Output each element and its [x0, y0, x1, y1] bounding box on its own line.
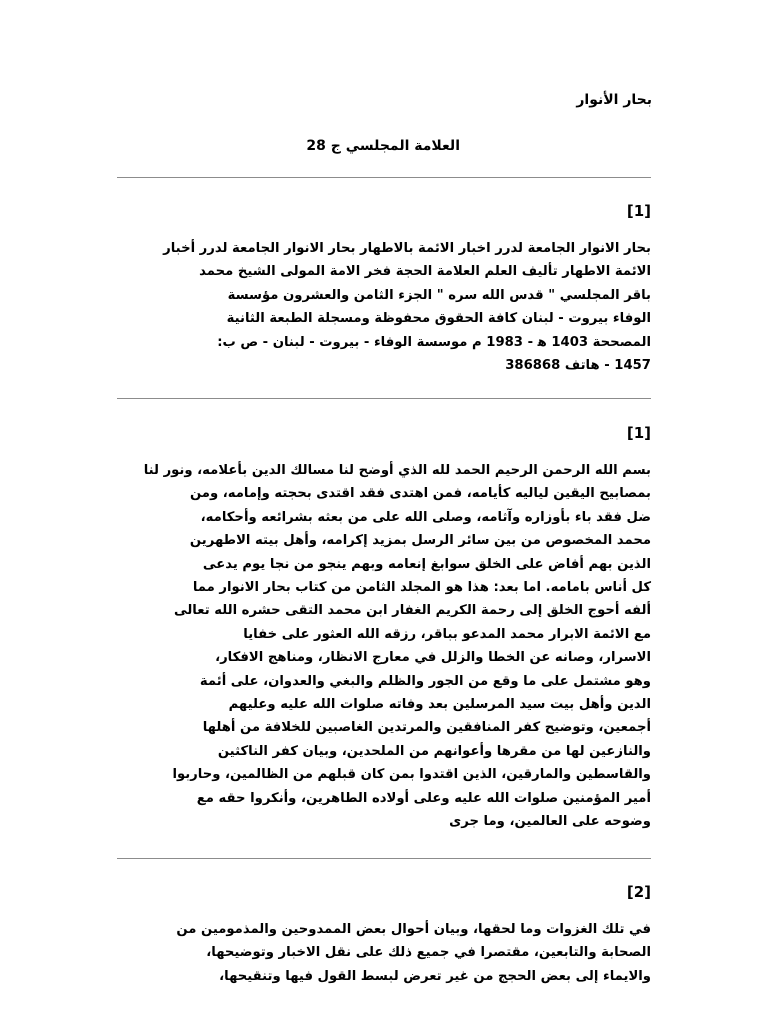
continuation-paragraph	[111, 918, 651, 988]
text-line: بمصابيح اليقين لياليه كأيامه، فمن اهتدى فقد اقتدى بحجته وإمامه، ومن	[189, 486, 651, 502]
text-line: الائمة الاطهار تأليف العلم العلامة الحجة فخر الامة المولى الشيخ محمد	[199, 264, 651, 280]
text-line: أمير المؤمنين صلوات الله عليه وعلى أولاده الطاهرين، وأنكروا حقه مع	[196, 790, 651, 806]
section-divider	[117, 398, 651, 399]
text-line: الدين وأهل بيت سيد المرسلين بعد وفاته صلوات الله عليه وعليهم	[228, 697, 651, 713]
text-line: بسم الله الرحمن الرحيم الحمد لله الذي أوضح لنا مسالك الدين بأعلامه، ونور لنا	[143, 463, 651, 478]
introduction-paragraph	[111, 459, 651, 834]
text-line: وهو مشتمل على ما وقع من الجور والظلم والبغي والعدوان، على أئمة	[199, 673, 651, 689]
section-divider	[117, 177, 651, 178]
page-number: [1]	[626, 424, 651, 442]
text-line: المصححة 1403 ه‍ - 1983 م موسسة الوفاء - بيروت - لبنان - ص ب:	[217, 334, 651, 350]
page-number: [1]	[626, 202, 651, 220]
text-line: ألفه أحوج الخلق إلى رحمة الكريم الغفار ابن محمد التقى حشره الله تعالى	[174, 603, 651, 619]
author-volume-title: العلامة المجلسي ج 28	[306, 138, 460, 154]
text-line: والنازعين لها من مقرها وأعوانهم من الملحدين، وبيان كفر الناكثين	[217, 743, 651, 759]
text-line: بحار الانوار الجامعة لدرر اخبار الائمة بالاطهار بحار الانوار الجامعة لدرر أخبار	[163, 241, 651, 256]
publication-info-paragraph	[111, 237, 651, 377]
section-divider	[117, 858, 651, 859]
text-line: والقاسطين والمارقين، الذين اقتدوا بمن كان قبلهم من الظالمين، وحاربوا	[172, 767, 651, 783]
text-line: كل أناس بامامه. اما بعد: هذا هو المجلد الثامن من كتاب بحار الانوار مما	[192, 580, 651, 596]
book-title: بحار الأنوار	[576, 92, 652, 108]
text-line: باقر المجلسي " قدس الله سره " الجزء الثامن والعشرون مؤسسة	[227, 287, 651, 303]
text-line: ضل فقد باء بأوزاره وآثامه، وصلى الله على من بعثه بشرائعه وأحكامه،	[200, 509, 651, 525]
text-line: وضوحه على العالمين، وما جرى	[449, 814, 651, 830]
text-line: الصحابة والتابعين، مقتصرا في جميع ذلك على نقل الاخبار وتوضيحها،	[206, 945, 651, 961]
text-line: الوفاء بيروت - لبنان كافة الحقوق محفوظة ومسجلة الطبعة الثانية	[226, 311, 651, 327]
text-line: محمد المخصوص من بين سائر الرسل بمزيد إكرامه، وأهل بيته الاطهرين	[189, 533, 651, 549]
text-line: مع الائمة الابرار محمد المدعو بباقر، رزقه الله العثور على خفايا	[243, 626, 651, 642]
text-line: أجمعين، وتوضيح كفر المنافقين والمرتدين الغاصبين للخلافة من أهلها	[202, 720, 651, 736]
page-number: [2]	[626, 883, 651, 901]
text-line: في تلك الغزوات وما لحقها، وبيان أحوال بعض الممدوحين والمذمومين من	[176, 922, 651, 937]
text-line: 1457 - هاتف 386868	[505, 358, 651, 374]
text-line: الذين بهم أفاض على الخلق سوابغ إنعامه وبهم ينجو من نجا يوم يدعى	[202, 556, 651, 572]
text-line: والايماء إلى بعض الحجج من غير تعرض لبسط القول فيها وتنقيحها،	[219, 968, 651, 984]
text-line: الاسرار، وصانه عن الخطا والزلل في معارج الانظار، ومناهج الافكار،	[215, 650, 651, 666]
